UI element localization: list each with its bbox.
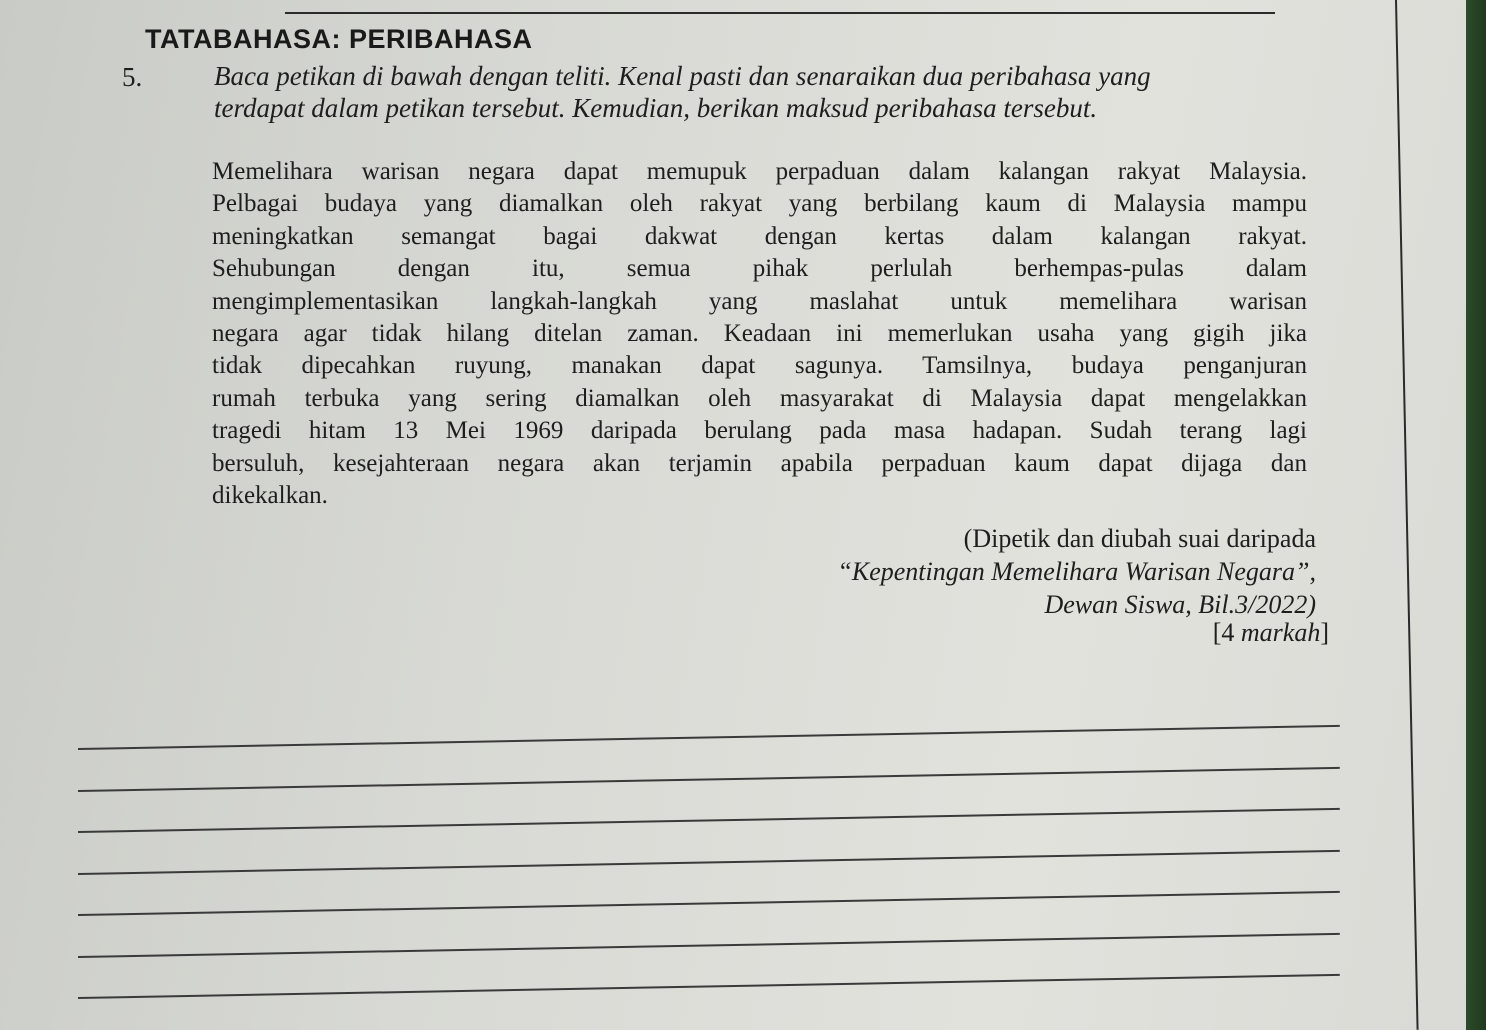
page-border-right bbox=[1395, 0, 1419, 1030]
citation-article-title: “Kepentingan Memelihara Warisan Negara”, bbox=[837, 557, 1316, 586]
answer-line[interactable] bbox=[78, 766, 1340, 791]
passage-line: tidak dipecahkan ruyung, manakan dapat sagunya. Tamsilnya, budaya penganjuran bbox=[212, 352, 1307, 380]
passage bbox=[212, 156, 1307, 512]
top-rule bbox=[285, 12, 1275, 14]
passage-line: dikekalkan. bbox=[212, 482, 328, 510]
passage-line: tragedi hitam 13 Mei 1969 daripada berulang pada masa hadapan. Sudah terang lagi bbox=[212, 417, 1307, 445]
passage-line: Pelbagai budaya yang diamalkan oleh rakyat yang berbilang kaum di Malaysia mampu bbox=[212, 190, 1307, 218]
passage-line: Sehubungan dengan itu, semua pihak perlulah berhempas-pulas dalam bbox=[212, 255, 1307, 283]
citation bbox=[837, 522, 1316, 621]
marks-word: markah bbox=[1240, 618, 1321, 647]
passage-line: rumah terbuka yang sering diamalkan oleh masyarakat di Malaysia dapat mengelakkan bbox=[212, 384, 1307, 412]
instruction-line: terdapat dalam petikan tersebut. Kemudian, berikan maksud peribahasa tersebut. bbox=[214, 93, 1098, 123]
marks-allocation bbox=[1213, 618, 1329, 648]
answer-line[interactable] bbox=[78, 932, 1340, 957]
citation-source-intro: (Dipetik dan diubah suai daripada bbox=[963, 524, 1316, 553]
answer-line[interactable] bbox=[78, 808, 1340, 833]
passage-line: meningkatkan semangat bagai dakwat dengan kertas dalam kalangan rakyat. bbox=[212, 222, 1307, 250]
answer-line[interactable] bbox=[78, 891, 1340, 916]
marks-open: [4 bbox=[1212, 618, 1241, 647]
citation-publication: Dewan Siswa, Bil.3/2022) bbox=[1044, 590, 1316, 619]
passage-line: bersuluh, kesejahteraan negara akan terjamin apabila perpaduan kaum dapat dijaga dan bbox=[212, 449, 1307, 477]
marks-close: ] bbox=[1320, 618, 1329, 647]
passage-line: negara agar tidak hilang ditelan zaman. Keadaan ini memerlukan usaha yang gigih jika bbox=[212, 320, 1307, 348]
answer-line[interactable] bbox=[78, 725, 1340, 750]
instruction-line: Baca petikan di bawah dengan teliti. Kenal pasti dan senaraikan dua peribahasa yang bbox=[214, 61, 1151, 91]
answer-line[interactable] bbox=[78, 974, 1340, 999]
passage-line: Memelihara warisan negara dapat memupuk perpaduan dalam kalangan rakyat Malaysia. bbox=[212, 158, 1307, 185]
answer-line[interactable] bbox=[78, 849, 1340, 874]
question-instruction bbox=[214, 60, 1304, 124]
section-title: TATABAHASA: PERIBAHASA bbox=[145, 24, 533, 54]
question-number: 5. bbox=[122, 62, 143, 92]
passage-line: mengimplementasikan langkah-langkah yang maslahat untuk memelihara warisan bbox=[212, 287, 1307, 315]
background-green-edge bbox=[1466, 0, 1486, 1030]
